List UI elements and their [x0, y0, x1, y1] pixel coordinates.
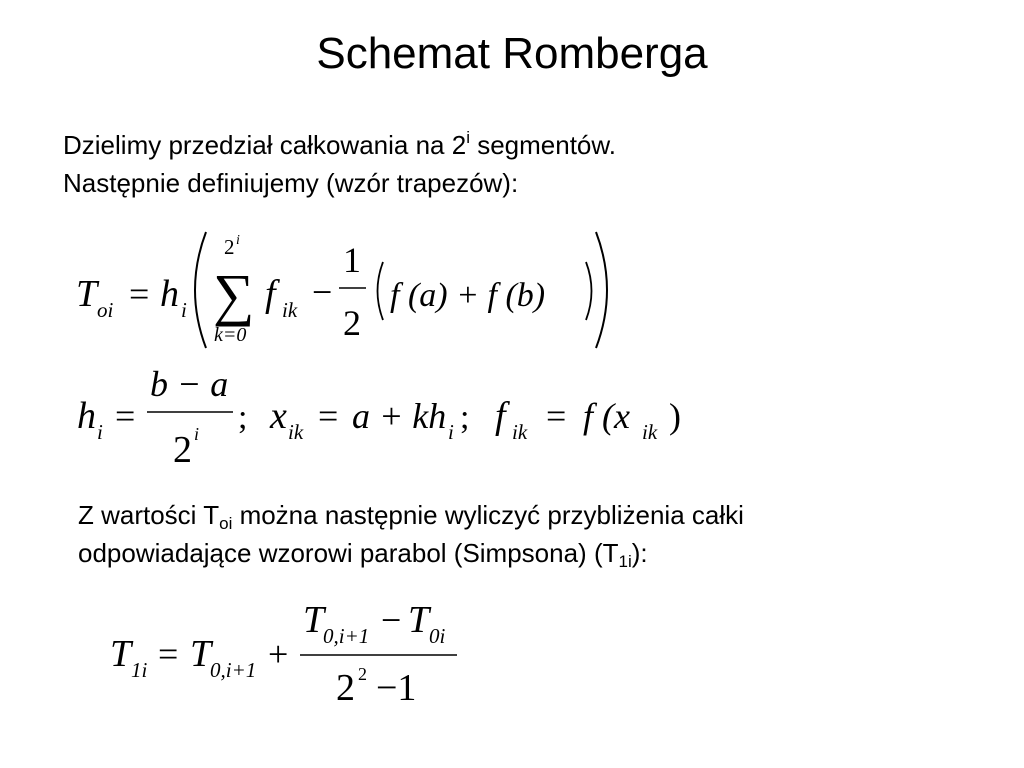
f1-big-left-paren — [195, 232, 206, 348]
f2-h: h — [77, 395, 96, 437]
f3-num-minus: − — [381, 600, 402, 640]
f2-rhs-3: f (x — [583, 396, 630, 436]
f3-num-T-sub: 0,i+1 — [323, 624, 370, 648]
f1-paren-content: f (a) + f (b) — [390, 277, 546, 314]
simpson-line-1-end: można następnie wyliczyć przybliżenia całki — [232, 500, 744, 530]
f3-plus: + — [268, 634, 289, 674]
simpson-line-1-text: Z wartości T — [78, 500, 220, 530]
f2-rhs-3-close: ) — [669, 396, 681, 436]
f3-equals: = — [158, 634, 179, 674]
formula-simpson — [110, 599, 457, 709]
f2-f-sub: ik — [512, 420, 528, 444]
f3-den-exp: 2 — [358, 664, 367, 684]
f3-T: T — [110, 633, 132, 675]
f2-rhs-3-sub: ik — [642, 420, 658, 444]
f1-inner-left-paren — [378, 262, 384, 320]
f2-equals-2: = — [318, 396, 339, 436]
f1-sum-upper-exp: i — [236, 233, 240, 248]
f2-x-sub: ik — [288, 420, 304, 444]
f3-num-T: T — [303, 599, 325, 641]
f2-semicolon-2: ; — [460, 399, 470, 436]
f1-big-right-paren — [596, 232, 607, 348]
f2-denominator: 2 — [173, 429, 192, 471]
f2-h-sub: i — [97, 420, 103, 444]
f1-T-sub: oi — [97, 298, 114, 322]
f3-T0-sub: 0,i+1 — [210, 658, 257, 682]
f1-T: T — [76, 273, 98, 315]
f1-minus: − — [312, 272, 333, 312]
intro-line-1-end: segmentów. — [469, 130, 616, 160]
f1-h-sub: i — [181, 298, 187, 322]
f2-x: x — [270, 395, 287, 437]
f2-denominator-exp: i — [194, 424, 200, 444]
f3-num-T2: T — [408, 599, 430, 641]
intro-line-2: Następnie definiujemy (wzór trapezów): — [63, 168, 519, 198]
f1-inner-right-paren — [586, 262, 592, 320]
f2-equals-3: = — [546, 396, 567, 436]
f1-f-sub: ik — [282, 298, 298, 322]
f3-T-sub: 1i — [131, 658, 148, 682]
f1-h: h — [160, 273, 179, 315]
simpson-subscript-1i: 1i — [618, 552, 632, 571]
f2-f: f — [495, 395, 506, 437]
f1-f: f — [265, 273, 276, 315]
f3-T0: T — [190, 633, 212, 675]
slide-title: Schemat Romberga — [316, 29, 708, 78]
simpson-subscript-oi: oi — [219, 514, 233, 533]
f3-den-minus-one: −1 — [376, 667, 417, 709]
f3-num-T2-sub: 0i — [429, 624, 446, 648]
f2-equals-1: = — [115, 396, 136, 436]
f1-sum-lower: k=0 — [214, 324, 247, 346]
simpson-line-2-text: odpowiadające wzorowi parabol (Simpsona) (T — [78, 538, 619, 568]
f1-sum-upper: 2 — [224, 235, 235, 259]
f1-half-numerator: 1 — [343, 240, 361, 280]
simpson-line-2-end: ): — [631, 538, 648, 568]
intro-superscript: i — [466, 128, 470, 147]
f1-half-denominator: 2 — [343, 303, 361, 343]
intro-line-1-text: Dzielimy przedział całkowania na 2 — [63, 130, 467, 160]
f2-semicolon-1: ; — [238, 399, 248, 436]
f2-rhs-2-sub: i — [448, 420, 454, 444]
f3-den: 2 — [336, 667, 355, 709]
formula-trapezoid — [76, 232, 607, 348]
f1-equals: = — [129, 274, 150, 314]
formula-definitions — [77, 364, 681, 471]
f1-sum-sign: ∑ — [213, 262, 255, 327]
f2-numerator: b − a — [150, 364, 229, 404]
f2-rhs-2: a + kh — [352, 396, 447, 436]
